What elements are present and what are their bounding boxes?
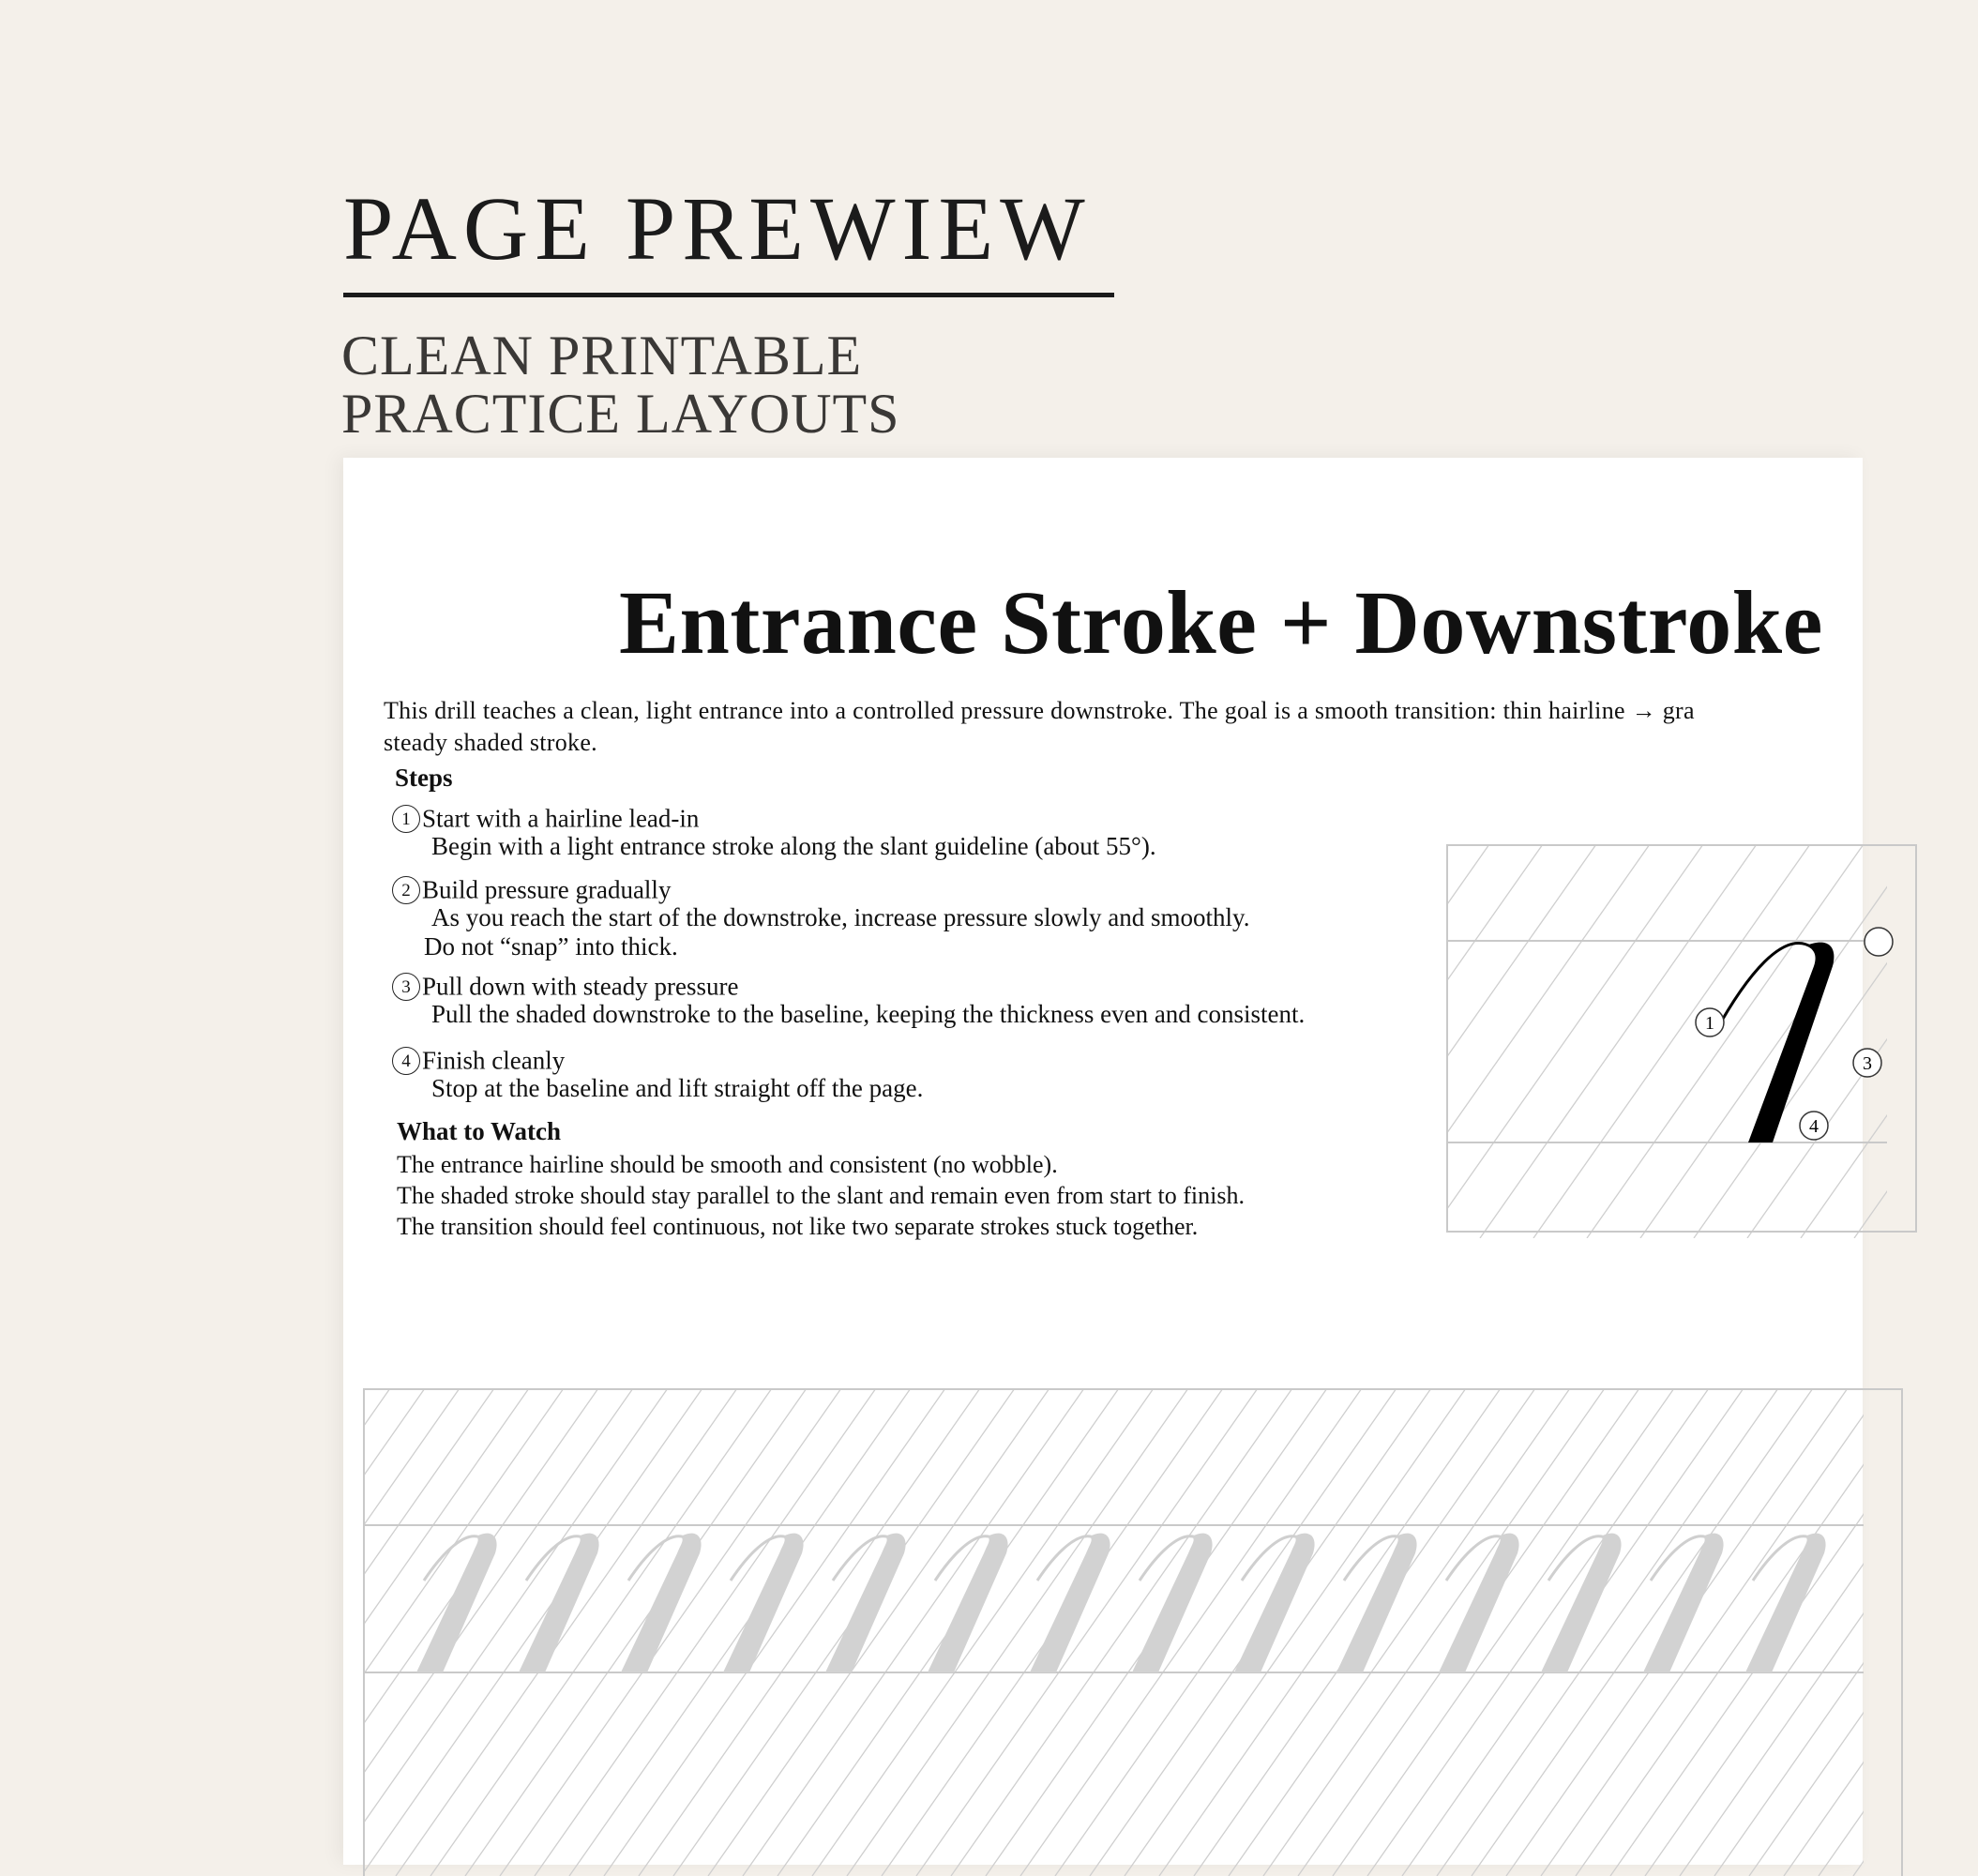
step-4 xyxy=(392,1045,923,1102)
slant-guide-line xyxy=(0,1388,251,1876)
preview-title: PAGE PREWIEW xyxy=(343,178,1092,279)
step-number-badge: 3 xyxy=(392,973,420,1001)
slant-guide-line xyxy=(1533,844,1810,1238)
slant-guide-line xyxy=(1263,1388,1605,1876)
subtitle-line-1: CLEAN PRINTABLE xyxy=(341,325,863,386)
slant-guide-line xyxy=(1747,844,1978,1238)
slant-guide-line xyxy=(639,1388,980,1876)
step-marker-label: 4 xyxy=(1809,1116,1819,1137)
slant-guide-line xyxy=(1266,844,1543,1238)
trace-downstroke xyxy=(1439,1534,1519,1672)
slant-guide-line xyxy=(1333,1388,1674,1876)
step-3 xyxy=(392,971,1305,1028)
step-marker-label: 1 xyxy=(1705,1013,1714,1034)
step-marker-4 xyxy=(1800,1112,1828,1140)
trace-downstroke xyxy=(1132,1534,1213,1672)
intro-line-2: steady shaded stroke. xyxy=(384,729,597,756)
trace-downstroke xyxy=(723,1534,804,1672)
worksheet-title: Entrance Stroke + Downstroke xyxy=(619,572,1823,673)
step-title: Start with a hairline lead-in xyxy=(422,804,700,833)
worksheet-page xyxy=(343,458,1872,1865)
slant-guide-line xyxy=(1714,1388,1978,1876)
step-number-badge: 2 xyxy=(392,876,420,904)
slant-guide-line xyxy=(1576,1388,1917,1876)
slant-guide-line xyxy=(1961,844,1978,1238)
step-description: Begin with a light entrance stroke along the slant guideline (about 55°). xyxy=(431,831,1156,860)
slant-guide-line xyxy=(0,1388,286,1876)
slant-guide-line xyxy=(118,1388,460,1876)
slant-guide-line xyxy=(1427,844,1703,1238)
slant-guide-line xyxy=(1645,1388,1978,1876)
slant-guide-line xyxy=(1957,1388,1978,1876)
slant-guide-line xyxy=(1472,1388,1813,1876)
slant-guide-line xyxy=(1367,1388,1709,1876)
slant-guide-line xyxy=(83,1388,425,1876)
watch-item: The entrance hairline should be smooth and consistent (no wobble). xyxy=(397,1151,1058,1178)
step-title: Pull down with steady pressure xyxy=(422,972,739,1001)
slant-guide-line xyxy=(1680,1388,1978,1876)
slant-guide-line xyxy=(1784,1388,1978,1876)
slant-guide-line xyxy=(1801,844,1978,1238)
slant-guide-line xyxy=(1587,844,1864,1238)
slant-guide-line xyxy=(1908,844,1978,1238)
step-title: Build pressure gradually xyxy=(422,875,672,904)
step-2 xyxy=(392,874,1250,961)
slant-guide-line xyxy=(1373,844,1650,1238)
slant-guide-line xyxy=(1055,1388,1397,1876)
slant-guide-line xyxy=(1159,1388,1501,1876)
step-1 xyxy=(392,803,1156,860)
trace-downstroke xyxy=(416,1534,497,1672)
demo-stroke-diagram xyxy=(1446,844,1887,1238)
trace-downstroke xyxy=(1030,1534,1110,1672)
slant-guide-line xyxy=(1853,1388,1978,1876)
practice-grid xyxy=(363,1388,1864,1876)
intro-line-1: This drill teaches a clean, light entrance into a controlled pressure downstroke. The goal is a smooth transition: thin hairline → gra xyxy=(384,697,1695,724)
slant-guide-line xyxy=(326,1388,668,1876)
watch-list xyxy=(397,1149,1245,1242)
step-marker-1 xyxy=(1696,1008,1724,1036)
step-number-badge: 1 xyxy=(392,805,420,833)
trace-downstroke xyxy=(1745,1534,1826,1672)
slant-guide-line xyxy=(188,1388,529,1876)
slant-guide-line xyxy=(1437,1388,1778,1876)
slant-guide-line xyxy=(49,1388,390,1876)
steps-heading: Steps xyxy=(395,764,453,792)
slant-guide-line xyxy=(430,1388,772,1876)
slant-guide-line xyxy=(0,1388,217,1876)
slant-guide-line xyxy=(1229,1388,1570,1876)
trace-strokes xyxy=(416,1534,1826,1672)
step-number-badge: 4 xyxy=(392,1047,420,1075)
slant-guide-line xyxy=(222,1388,564,1876)
slant-guide-line xyxy=(1694,844,1970,1238)
slant-guide-line xyxy=(951,1388,1292,1876)
trace-downstroke xyxy=(1643,1534,1724,1672)
step-title: Finish cleanly xyxy=(422,1046,566,1075)
trace-downstroke xyxy=(1336,1534,1417,1672)
watch-heading: What to Watch xyxy=(397,1117,562,1145)
slant-guide-line xyxy=(1541,1388,1882,1876)
slant-guide-line xyxy=(1320,844,1596,1238)
preview-subtitle xyxy=(341,326,900,443)
slant-guide-line xyxy=(1480,844,1757,1238)
title-underline xyxy=(343,293,1114,297)
trace-downstroke xyxy=(1541,1534,1622,1672)
step-marker-label: 3 xyxy=(1863,1053,1872,1074)
slant-guide-line xyxy=(1640,844,1917,1238)
slant-guide-line xyxy=(292,1388,633,1876)
slant-guide-line xyxy=(14,1388,355,1876)
slant-guide-line xyxy=(1923,1388,1978,1876)
step-description: Pull the shaded downstroke to the baseline, keeping the thickness even and consistent. xyxy=(431,999,1306,1028)
step-description: As you reach the start of the downstroke, increase pressure slowly and smoothly. xyxy=(431,902,1250,931)
step-marker-2-partial xyxy=(1865,928,1893,956)
step-marker-3 xyxy=(1853,1049,1881,1077)
slant-guide-line xyxy=(1819,1388,1978,1876)
shaded-downstroke xyxy=(1748,943,1834,1142)
watch-item: The transition should feel continuous, not like two separate strokes stuck together. xyxy=(397,1213,1199,1240)
slant-guide-line xyxy=(0,1388,321,1876)
subtitle-line-2: PRACTICE LAYOUTS xyxy=(341,383,900,445)
intro-text xyxy=(384,695,1978,759)
slant-guide-line xyxy=(535,1388,876,1876)
trace-downstroke xyxy=(621,1534,702,1672)
step-description: Stop at the baseline and lift straight off the page. xyxy=(431,1073,924,1102)
step-description-2: Do not “snap” into thick. xyxy=(424,931,678,961)
slant-guide-line xyxy=(847,1388,1188,1876)
watch-item: The shaded stroke should stay parallel to the slant and remain even from start to finish. xyxy=(397,1182,1245,1209)
slant-guide-line xyxy=(743,1388,1084,1876)
